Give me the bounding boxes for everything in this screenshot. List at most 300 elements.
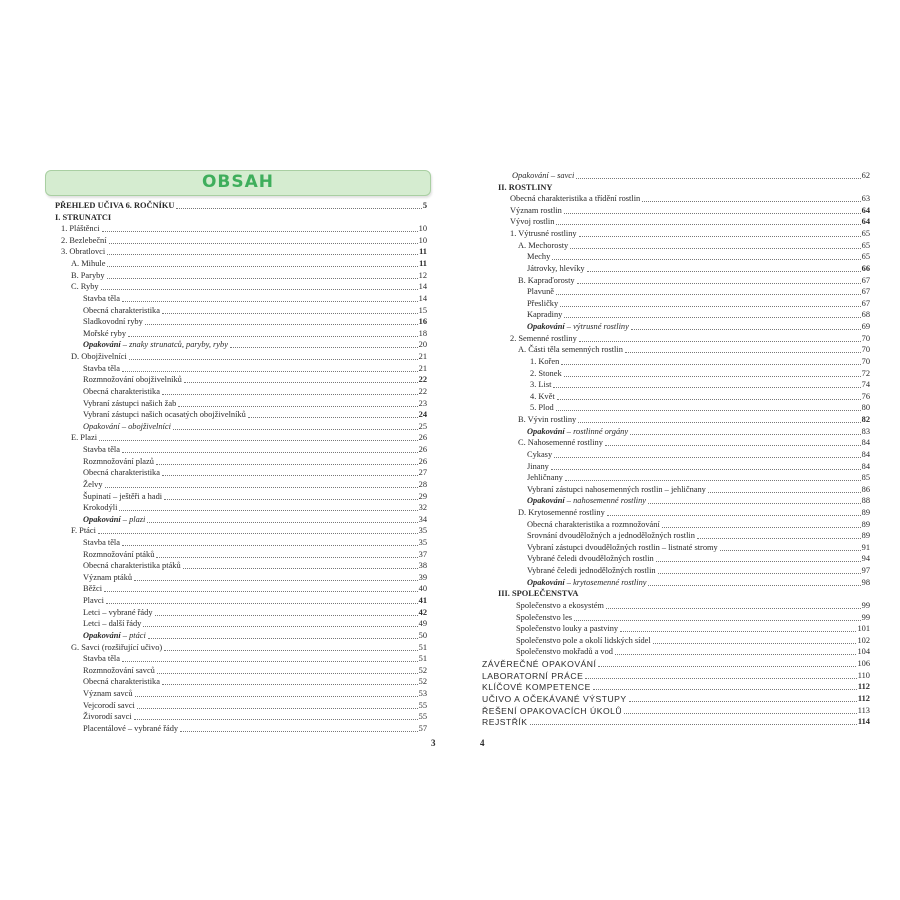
toc-leader-dots — [122, 451, 418, 453]
toc-entry-page: 112 — [857, 693, 870, 703]
toc-entry-title: Jehličnany — [527, 473, 563, 483]
toc-entry — [71, 641, 427, 653]
toc-entry-title: Játrovky, hlevíky — [527, 263, 585, 273]
toc-leader-dots — [630, 433, 861, 435]
toc-entry — [83, 327, 427, 339]
toc-entry-page: 89 — [861, 531, 870, 541]
toc-entry-title: Opakování – výtrusné rostliny — [527, 322, 629, 332]
toc-entry — [510, 227, 870, 239]
toc-leader-dots — [164, 498, 418, 500]
toc-entry — [83, 629, 427, 641]
toc-entry-page: 51 — [418, 642, 427, 652]
toc-entry — [527, 297, 870, 309]
toc-entry — [527, 529, 870, 541]
toc-leader-dots — [134, 579, 418, 581]
toc-leader-dots — [156, 463, 418, 465]
toc-leader-dots — [137, 707, 418, 709]
toc-entry-page: 68 — [861, 310, 870, 320]
toc-entry — [510, 204, 870, 216]
toc-entry-title: Význam rostlin — [510, 205, 562, 215]
toc-entry-page: 24 — [418, 410, 427, 420]
toc-entry — [518, 506, 870, 518]
toc-entry-page: 21 — [418, 352, 427, 362]
toc-entry — [527, 285, 870, 297]
toc-entry-page: 42 — [418, 607, 427, 617]
toc-entry-page: 83 — [861, 426, 870, 436]
toc-entry-page: 28 — [418, 479, 427, 489]
toc-entry-page: 94 — [861, 554, 870, 564]
toc-entry-title: Živorodí savci — [83, 712, 132, 722]
toc-entry-page: 74 — [861, 380, 870, 390]
toc-entry — [527, 483, 870, 495]
toc-entry — [83, 490, 427, 502]
toc-leader-dots — [107, 277, 418, 279]
toc-entry-page: 89 — [861, 507, 870, 517]
toc-entry-page: 16 — [418, 317, 427, 327]
toc-entry-page: 97 — [861, 566, 870, 576]
toc-entry-title: Cykasy — [527, 449, 553, 459]
toc-entry — [71, 280, 427, 292]
toc-leader-dots — [552, 258, 860, 260]
toc-entry-page: 113 — [857, 705, 870, 715]
toc-entry-title: 2. Bezlebeční — [61, 235, 107, 245]
toc-entry — [512, 169, 870, 181]
toc-entry — [482, 704, 870, 716]
toc-entry-page: 65 — [861, 252, 870, 262]
toc-leader-dots — [129, 358, 418, 360]
toc-leader-dots — [564, 316, 860, 318]
toc-entry — [83, 606, 427, 618]
toc-leader-dots — [164, 649, 417, 651]
toc-entry-page: 65 — [861, 240, 870, 250]
toc-entry — [510, 192, 870, 204]
toc-entry-title: Běžci — [83, 584, 103, 594]
toc-entry-title: Kapradiny — [527, 310, 563, 320]
toc-entry — [83, 478, 427, 490]
toc-entry-page: 102 — [857, 635, 870, 645]
toc-entry-title: Obecná charakteristika — [83, 468, 160, 478]
toc-entry-title: 3. Obratlovci — [61, 247, 106, 257]
toc-entry — [83, 304, 427, 316]
toc-entry — [510, 332, 870, 344]
toc-leader-dots — [560, 305, 860, 307]
toc-entry-title: Plavci — [83, 596, 104, 606]
toc-entry — [83, 559, 427, 571]
toc-leader-dots — [551, 468, 861, 470]
toc-entry-title: Rozmnožování plazů — [83, 456, 154, 466]
toc-entry-title: C. Nahosemenné rostliny — [518, 438, 603, 448]
toc-entry-page: 26 — [418, 445, 427, 455]
toc-leader-dots — [570, 247, 860, 249]
toc-entry-page: 57 — [418, 723, 427, 733]
toc-leader-dots — [162, 474, 418, 476]
toc-entry — [482, 715, 870, 727]
toc-entry — [61, 245, 427, 257]
toc-leader-dots — [576, 177, 860, 179]
toc-entry-page: 76 — [861, 391, 870, 401]
toc-entry — [83, 536, 427, 548]
toc-leader-dots — [585, 677, 856, 679]
toc-entry-title: D. Obojživelníci — [71, 352, 127, 362]
toc-entry — [83, 455, 427, 467]
toc-entry — [83, 315, 427, 327]
toc-entry-page: 18 — [418, 328, 427, 338]
toc-entry-page: 114 — [857, 717, 870, 727]
toc-entry-page: 99 — [861, 600, 870, 610]
toc-entry-title: 1. Výtrusné rostliny — [510, 229, 577, 239]
toc-leader-dots — [101, 288, 418, 290]
toc-entry-title: Jinany — [527, 461, 549, 471]
toc-entry-title: B. Paryby — [71, 270, 105, 280]
toc-entry-page: 85 — [861, 473, 870, 483]
toc-entry — [61, 234, 427, 246]
toc-entry — [527, 262, 870, 274]
toc-entry-page: 69 — [861, 322, 870, 332]
toc-entry-title: Obecná charakteristika ptáků — [83, 561, 181, 571]
toc-entry — [527, 471, 870, 483]
toc-entry-page: 20 — [418, 340, 427, 350]
toc-entry-title: Stavba těla — [83, 537, 120, 547]
toc-leader-dots — [564, 375, 861, 377]
toc-entry-page: 64 — [861, 217, 870, 227]
toc-entry-page: 53 — [418, 689, 427, 699]
toc-entry-page: 84 — [861, 438, 870, 448]
toc-entry-page: 34 — [418, 514, 427, 524]
toc-entry — [83, 652, 427, 664]
toc-entry — [71, 524, 427, 536]
toc-entry-title: Význam savců — [83, 689, 133, 699]
toc-leader-dots — [553, 386, 860, 388]
toc-entry-title: Vybraní zástupci našich ocasatých obojživelníků — [83, 410, 246, 420]
toc-leader-dots — [102, 230, 418, 232]
toc-leader-dots — [631, 328, 861, 330]
toc-entry — [83, 710, 427, 722]
toc-entry-page: 49 — [418, 619, 427, 629]
toc-entry — [527, 448, 870, 460]
toc-entry-title: Šupinatí – ještěři a hadi — [83, 491, 163, 501]
toc-leader-dots — [579, 235, 861, 237]
toc-entry-page: 82 — [861, 415, 870, 425]
toc-entry — [71, 350, 427, 362]
toc-entry-title: 5. Plod — [530, 403, 554, 413]
toc-leader-dots — [615, 653, 856, 655]
toc-entry-title: Opakování – obojživelníci — [83, 421, 171, 431]
toc-entry-page: 63 — [861, 194, 870, 204]
toc-entry-title: Význam ptáků — [83, 572, 133, 582]
toc-entry — [527, 320, 870, 332]
toc-entry-page: 106 — [857, 659, 870, 669]
toc-leader-dots — [565, 479, 861, 481]
toc-entry-title: 3. List — [530, 380, 552, 390]
toc-leader-dots — [162, 683, 418, 685]
toc-entry-title: 4. Květ — [530, 391, 555, 401]
toc-entry-title: Letci – vybrané řády — [83, 607, 153, 617]
toc-entry-page: 51 — [418, 654, 427, 664]
toc-entry-title: Společenstvo a ekosystém — [516, 600, 604, 610]
toc-entry-page: 70 — [861, 345, 870, 355]
toc-entry — [527, 541, 870, 553]
toc-entry-title: Stavba těla — [83, 293, 120, 303]
toc-entry-page: 26 — [418, 433, 427, 443]
toc-entry — [55, 211, 427, 223]
toc-entry-title: Opakování – krytosemenné rostliny — [527, 577, 647, 587]
toc-entry — [83, 443, 427, 455]
toc-leader-dots — [556, 223, 860, 225]
toc-entry-title: Obecná charakteristika a třídění rostlin — [510, 194, 641, 204]
toc-entry-title: Želvy — [83, 479, 103, 489]
toc-entry-title: 2. Stonek — [530, 368, 562, 378]
toc-leader-dots — [122, 544, 418, 546]
toc-entry-title: 2. Semenné rostliny — [510, 333, 577, 343]
toc-entry-page: 86 — [861, 484, 870, 494]
toc-leader-dots — [173, 428, 418, 430]
toc-leader-dots — [106, 602, 418, 604]
toc-entry — [530, 367, 870, 379]
toc-entry-page: 67 — [861, 275, 870, 285]
toc-leader-dots — [107, 253, 418, 255]
toc-entry-page: 50 — [418, 630, 427, 640]
toc-entry — [71, 269, 427, 281]
toc-entry — [482, 669, 870, 681]
toc-entry — [518, 343, 870, 355]
toc-entry-page: 22 — [418, 375, 427, 385]
toc-entry — [83, 420, 427, 432]
toc-entry-page: 80 — [861, 403, 870, 413]
toc-leader-dots — [147, 521, 417, 523]
toc-entry-page: 55 — [418, 700, 427, 710]
toc-entry — [516, 645, 870, 657]
toc-leader-dots — [607, 514, 861, 516]
toc-leader-dots — [99, 439, 418, 441]
toc-entry — [83, 385, 427, 397]
toc-entry-title: REJSTŘÍK — [482, 717, 528, 728]
toc-entry-page: 84 — [861, 449, 870, 459]
toc-leader-dots — [156, 556, 417, 558]
toc-leader-dots — [579, 340, 861, 342]
toc-entry — [498, 587, 870, 599]
toc-entry-page: 10 — [418, 224, 427, 234]
toc-leader-dots — [530, 723, 857, 725]
toc-entry — [516, 622, 870, 634]
toc-entry — [83, 594, 427, 606]
toc-leader-dots — [605, 444, 861, 446]
toc-leader-dots — [105, 486, 418, 488]
toc-entry — [71, 257, 427, 269]
toc-entry-page: 72 — [861, 368, 870, 378]
toc-entry-page: 67 — [861, 298, 870, 308]
toc-entry-title: Srovnání dvouděložných a jednoděložných rostlin — [527, 531, 695, 541]
toc-leader-dots — [598, 665, 856, 667]
toc-leader-dots — [587, 270, 861, 272]
toc-leader-dots — [564, 212, 861, 214]
toc-entry — [527, 494, 870, 506]
toc-leader-dots — [162, 393, 418, 395]
toc-entry — [518, 274, 870, 286]
toc-entry-page: 70 — [861, 333, 870, 343]
toc-entry-page: 52 — [418, 665, 427, 675]
toc-entry-page: 39 — [418, 572, 427, 582]
toc-leader-dots — [176, 207, 421, 209]
toc-entry — [516, 634, 870, 646]
toc-entry-title: Společenstvo les — [516, 612, 573, 622]
toc-leader-dots — [720, 549, 861, 551]
toc-entry — [527, 552, 870, 564]
toc-leader-dots — [554, 456, 861, 458]
toc-entry-title: A. Mechorosty — [518, 240, 569, 250]
toc-entry-page: 88 — [861, 496, 870, 506]
toc-entry — [516, 599, 870, 611]
toc-leader-dots — [143, 625, 417, 627]
toc-entry-title: Opakování – znaky strunatců, paryby, ryby — [83, 340, 228, 350]
toc-entry — [482, 680, 870, 692]
toc-entry-title: UČIVO A OČEKÁVANÉ VÝSTUPY — [482, 693, 627, 704]
toc-entry-page: 15 — [418, 305, 427, 315]
toc-leader-dots — [577, 282, 861, 284]
toc-entry-page: 29 — [418, 491, 427, 501]
toc-entry — [530, 390, 870, 402]
toc-entry — [527, 460, 870, 472]
toc-entry-page: 41 — [418, 596, 427, 606]
toc-entry-title: Opakování – nahosemenné rostliny — [527, 496, 647, 506]
toc-entry-title: Krokodýli — [83, 503, 118, 513]
toc-entry-page: 11 — [419, 259, 427, 269]
toc-entry — [482, 657, 870, 669]
page-number-left: 3 — [431, 738, 436, 748]
toc-entry-title: Stavba těla — [83, 445, 120, 455]
toc-entry — [83, 571, 427, 583]
toc-entry-title: Společenstvo louky a pastviny — [516, 624, 619, 634]
toc-entry — [83, 687, 427, 699]
toc-entry-title: KLÍČOVÉ KOMPETENCE — [482, 682, 591, 693]
toc-leader-dots — [556, 293, 861, 295]
toc-entry — [83, 292, 427, 304]
toc-entry-title: Vybrané čeledi jednoděložných rostlin — [527, 566, 656, 576]
toc-leader-dots — [658, 572, 861, 574]
toc-entry-title: Plavuně — [527, 287, 554, 297]
toc-entry-title: ZÁVĚREČNÉ OPAKOVÁNÍ — [482, 659, 597, 670]
toc-leader-dots — [578, 421, 860, 423]
toc-entry-page: 35 — [418, 537, 427, 547]
toc-entry — [83, 582, 427, 594]
toc-entry-page: 14 — [418, 293, 427, 303]
toc-entry-page: 26 — [418, 456, 427, 466]
toc-leader-dots — [642, 200, 860, 202]
toc-entry — [83, 408, 427, 420]
toc-entry — [516, 611, 870, 623]
toc-entry-page: 67 — [861, 287, 870, 297]
toc-entry-title: B. Kapraďorosty — [518, 275, 575, 285]
toc-entry — [83, 397, 427, 409]
toc-entry-title: Placentálové – vybrané řády — [83, 723, 179, 733]
toc-leader-dots — [107, 265, 418, 267]
toc-entry-page: 35 — [418, 526, 427, 536]
toc-entry-title: Stavba těla — [83, 654, 120, 664]
toc-entry-page: 64 — [861, 205, 870, 215]
toc-entry-title: Vybraní zástupci dvouděložných rostlin – listnaté stromy — [527, 542, 718, 552]
toc-entry-page: 10 — [418, 235, 427, 245]
toc-entry — [518, 436, 870, 448]
toc-entry-page: 91 — [861, 542, 870, 552]
toc-entry-title: Vybrané čeledi dvouděložných rostlin — [527, 554, 654, 564]
toc-leader-dots — [653, 642, 857, 644]
toc-leader-dots — [155, 614, 418, 616]
toc-leader-dots — [620, 630, 856, 632]
toc-leader-dots — [574, 619, 861, 621]
toc-leader-dots — [230, 346, 418, 348]
toc-entry — [83, 373, 427, 385]
toc-leader-dots — [162, 312, 418, 314]
toc-entry — [527, 308, 870, 320]
toc-entry — [83, 338, 427, 350]
toc-leader-dots — [180, 730, 418, 732]
toc-leader-dots — [624, 712, 857, 714]
toc-entry-page: 101 — [857, 624, 870, 634]
toc-entry-page: 38 — [418, 561, 427, 571]
toc-leader-dots — [625, 351, 861, 353]
toc-entry-title: Rozmnožování savců — [83, 665, 155, 675]
toc-entry-page: 89 — [861, 519, 870, 529]
toc-entry-page: 21 — [418, 363, 427, 373]
toc-entry-page: 62 — [861, 171, 870, 180]
toc-leader-dots — [561, 363, 860, 365]
toc-entry — [83, 664, 427, 676]
toc-entry — [510, 215, 870, 227]
toc-entry — [83, 675, 427, 687]
toc-entry-page: 11 — [419, 247, 427, 257]
toc-entry-title: Stavba těla — [83, 363, 120, 373]
contents-title: OBSAH — [201, 172, 275, 192]
toc-leader-dots — [122, 300, 418, 302]
toc-entry-page: 70 — [861, 356, 870, 366]
toc-entry-title: Opakování – plazi — [83, 514, 146, 524]
toc-entry-page: 84 — [861, 461, 870, 471]
toc-entry-page: 23 — [418, 398, 427, 408]
toc-entry-title: Obecná charakteristika — [83, 386, 160, 396]
toc-entry — [530, 355, 870, 367]
toc-entry-page: 14 — [418, 282, 427, 292]
toc-leader-dots — [134, 718, 418, 720]
toc-leader-dots — [98, 532, 418, 534]
toc-entry — [518, 413, 870, 425]
toc-leader-dots — [148, 637, 418, 639]
toc-leader-dots — [656, 560, 861, 562]
contents-title-box — [45, 170, 431, 196]
toc-leader-dots — [122, 660, 418, 662]
toc-entry — [83, 362, 427, 374]
toc-entry-title: PŘEHLED UČIVA 6. ROČNÍKU — [55, 201, 175, 210]
toc-entry-title: Rozmnožování obojživelníků — [83, 375, 182, 385]
toc-entry-title: Opakování – ptáci — [83, 630, 146, 640]
toc-entry-page: 32 — [418, 503, 427, 513]
toc-entry-title: C. Ryby — [71, 282, 99, 292]
toc-entry-title: D. Krytosemenné rostliny — [518, 507, 605, 517]
toc-entry-title: Obecná charakteristika a rozmnožování — [527, 519, 660, 529]
toc-entry — [83, 617, 427, 629]
toc-entry — [527, 425, 870, 437]
toc-entry-page: 98 — [861, 577, 870, 587]
toc-leader-dots — [629, 700, 857, 702]
toc-entry — [83, 513, 427, 525]
toc-entry — [530, 378, 870, 390]
toc-entry-title: 1. Kořen — [530, 356, 560, 366]
toc-leader-dots — [135, 695, 418, 697]
toc-entry-page: 110 — [857, 670, 870, 680]
toc-entry-title: Obecná charakteristika — [83, 305, 160, 315]
toc-entry-title: Rozmnožování ptáků — [83, 549, 155, 559]
toc-entry-title: E. Plazi — [71, 433, 98, 443]
toc-entry-title: II. ROSTLINY — [498, 182, 553, 192]
toc-entry-page: 112 — [857, 682, 870, 692]
